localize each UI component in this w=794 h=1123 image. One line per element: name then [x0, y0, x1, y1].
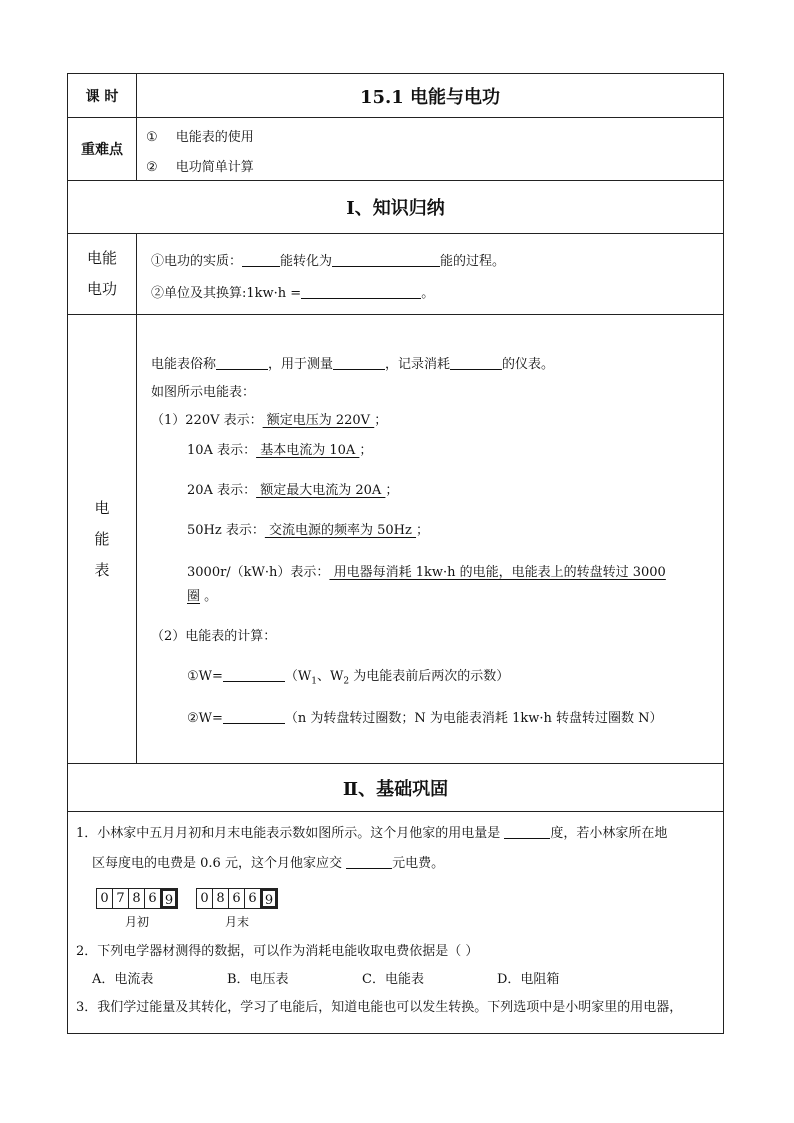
text: ； — [359, 443, 373, 458]
subscript: 2 — [343, 676, 350, 687]
meter-content — [137, 315, 724, 764]
fill-blank[interactable] — [301, 284, 421, 299]
meter-calc-2 — [137, 683, 723, 725]
answer-text: 交流电源的频率为 50Hz — [264, 523, 417, 538]
meter-reading-start — [96, 888, 178, 930]
meter-digit: 6 — [245, 889, 261, 908]
question-1-line1 — [68, 812, 723, 842]
energy-work-content — [137, 234, 724, 315]
page-title: 15.1 电能与电功 — [137, 74, 724, 118]
text: 区每度电的电费是 0.6 元，这个月他家应交 — [92, 856, 347, 871]
section-row — [68, 764, 724, 812]
label-text: 电功 — [86, 280, 117, 298]
label-text: 电 — [94, 498, 110, 517]
worksheet-table — [67, 73, 724, 1034]
meter-calc-title: （2）电能表的计算： — [151, 629, 277, 644]
meter-point-10a — [137, 427, 723, 457]
meter-point-220v — [137, 399, 723, 427]
text: 。 — [200, 589, 218, 604]
text: ①电功的实质： — [151, 254, 243, 269]
option-a[interactable]: A．电流表 — [92, 972, 154, 987]
fill-blank[interactable] — [242, 252, 280, 267]
keypoint-text: 电能表的使用 — [175, 130, 254, 145]
meter-point-3000r — [137, 537, 723, 579]
meter-reading-end — [196, 888, 278, 930]
label-text: 表 — [94, 560, 110, 579]
text: 元电费。 — [392, 856, 445, 871]
answer-text: 圈 — [187, 589, 201, 604]
fill-blank[interactable] — [504, 824, 550, 839]
text: 50Hz 表示： — [187, 523, 265, 538]
option-b[interactable]: B．电压表 — [227, 972, 289, 987]
label-text: 能 — [94, 529, 110, 548]
text: ②W= — [187, 711, 223, 726]
fill-blank[interactable] — [216, 355, 268, 370]
meter-point-20a — [137, 457, 723, 497]
worksheet — [67, 73, 723, 1034]
option-d[interactable]: D．电阻箱 — [497, 972, 560, 987]
text: （W — [284, 669, 312, 684]
meter-figure-line: 如图所示电能表： — [151, 385, 256, 400]
text: ，用于测量 — [268, 357, 334, 372]
lesson-row — [68, 74, 724, 118]
meter-digit-decimal: 9 — [161, 889, 177, 908]
text: ②单位及其换算:1kw·h = — [151, 286, 302, 301]
energy-work-line2 — [137, 270, 723, 302]
text: 能转化为 — [280, 254, 333, 269]
text: ①W= — [187, 669, 223, 684]
text: ，记录消耗 — [385, 357, 451, 372]
text: （1）220V 表示： — [151, 413, 263, 428]
label-text: 电能 — [86, 249, 117, 267]
text: 的仪表。 — [502, 357, 555, 372]
question-2-stem: 2．下列电学器材测得的数据，可以作为消耗电能收取电费依据是（ ） — [76, 944, 479, 959]
meter-label — [68, 315, 137, 764]
meter-digit: 7 — [113, 889, 129, 908]
text: 3000r/（kW·h）表示： — [187, 565, 330, 580]
fill-blank[interactable] — [333, 355, 385, 370]
fill-blank[interactable] — [223, 709, 285, 724]
fill-blank[interactable] — [346, 854, 392, 869]
text: ； — [374, 413, 388, 428]
keypoint-item — [137, 118, 723, 148]
text: 能的过程。 — [440, 254, 506, 269]
questions-row — [68, 812, 724, 1034]
meter-digit-decimal: 9 — [261, 889, 277, 908]
text: 1．小林家中五月月初和月末电能表示数如图所示。这个月他家的用电量是 — [76, 826, 505, 841]
meter-digit: 0 — [197, 889, 213, 908]
text: 。 — [421, 286, 435, 301]
keypoint-text: 电功简单计算 — [175, 160, 254, 175]
keypoints-label: 重难点 — [68, 118, 137, 181]
keypoint-num: ② — [146, 160, 158, 175]
meter-point-3000r-cont — [137, 579, 723, 603]
meter-display — [196, 888, 278, 909]
keypoints-row — [68, 118, 724, 181]
meter-row — [68, 315, 724, 764]
section-row — [68, 181, 724, 234]
section-title-knowledge: I、知识归纳 — [68, 181, 724, 234]
meter-readings — [68, 872, 723, 930]
text: （n 为转盘转过圈数；N 为电能表消耗 1kw·h 转盘转过圈数 N） — [284, 711, 663, 726]
fill-blank[interactable] — [332, 252, 440, 267]
section-title-basics: Ⅱ、基础巩固 — [68, 764, 724, 812]
answer-text: 用电器每消耗 1kw·h 的电能，电能表上的转盘转过 3000 — [329, 565, 666, 580]
meter-digit: 8 — [213, 889, 229, 908]
text: 电能表俗称 — [151, 357, 217, 372]
keypoint-num: ① — [146, 130, 158, 145]
meter-calc-1 — [137, 643, 723, 687]
meter-intro — [137, 315, 723, 373]
lesson-label: 课 时 — [68, 74, 137, 118]
question-3-stem: 3．我们学过能量及其转化，学习了电能后，知道电能也可以发生转换。下列选项中是小明家里的用电器， — [76, 1000, 683, 1015]
text: 为电能表前后两次的示数） — [349, 669, 510, 684]
meter-point-50hz — [137, 497, 723, 537]
meter-digit: 0 — [97, 889, 113, 908]
text: 、W — [317, 669, 344, 684]
question-1-line2 — [68, 842, 723, 872]
fill-blank[interactable] — [223, 667, 285, 682]
energy-work-row — [68, 234, 724, 315]
text: 度，若小林家所在地 — [550, 826, 668, 841]
energy-work-line1 — [137, 234, 723, 270]
text: 20A 表示： — [187, 483, 257, 498]
option-c[interactable]: C．电能表 — [362, 972, 424, 987]
meter-digit: 8 — [129, 889, 145, 908]
text: ； — [385, 483, 399, 498]
energy-work-label — [68, 234, 137, 315]
meter-digit: 6 — [229, 889, 245, 908]
answer-text: 额定最大电流为 20A — [256, 483, 386, 498]
questions-cell — [68, 812, 724, 1034]
keypoint-item — [137, 148, 723, 178]
keypoints-cell — [137, 118, 724, 181]
answer-text: 额定电压为 220V — [262, 413, 375, 428]
text: ； — [416, 523, 430, 538]
meter-label-end: 月末 — [224, 915, 249, 929]
answer-text: 基本电流为 10A — [256, 443, 360, 458]
meter-label-start: 月初 — [124, 915, 149, 929]
meter-digit: 6 — [145, 889, 161, 908]
subscript: 1 — [311, 676, 318, 687]
meter-display — [96, 888, 178, 909]
question-2-options — [68, 960, 723, 988]
fill-blank[interactable] — [450, 355, 502, 370]
text: 10A 表示： — [187, 443, 257, 458]
